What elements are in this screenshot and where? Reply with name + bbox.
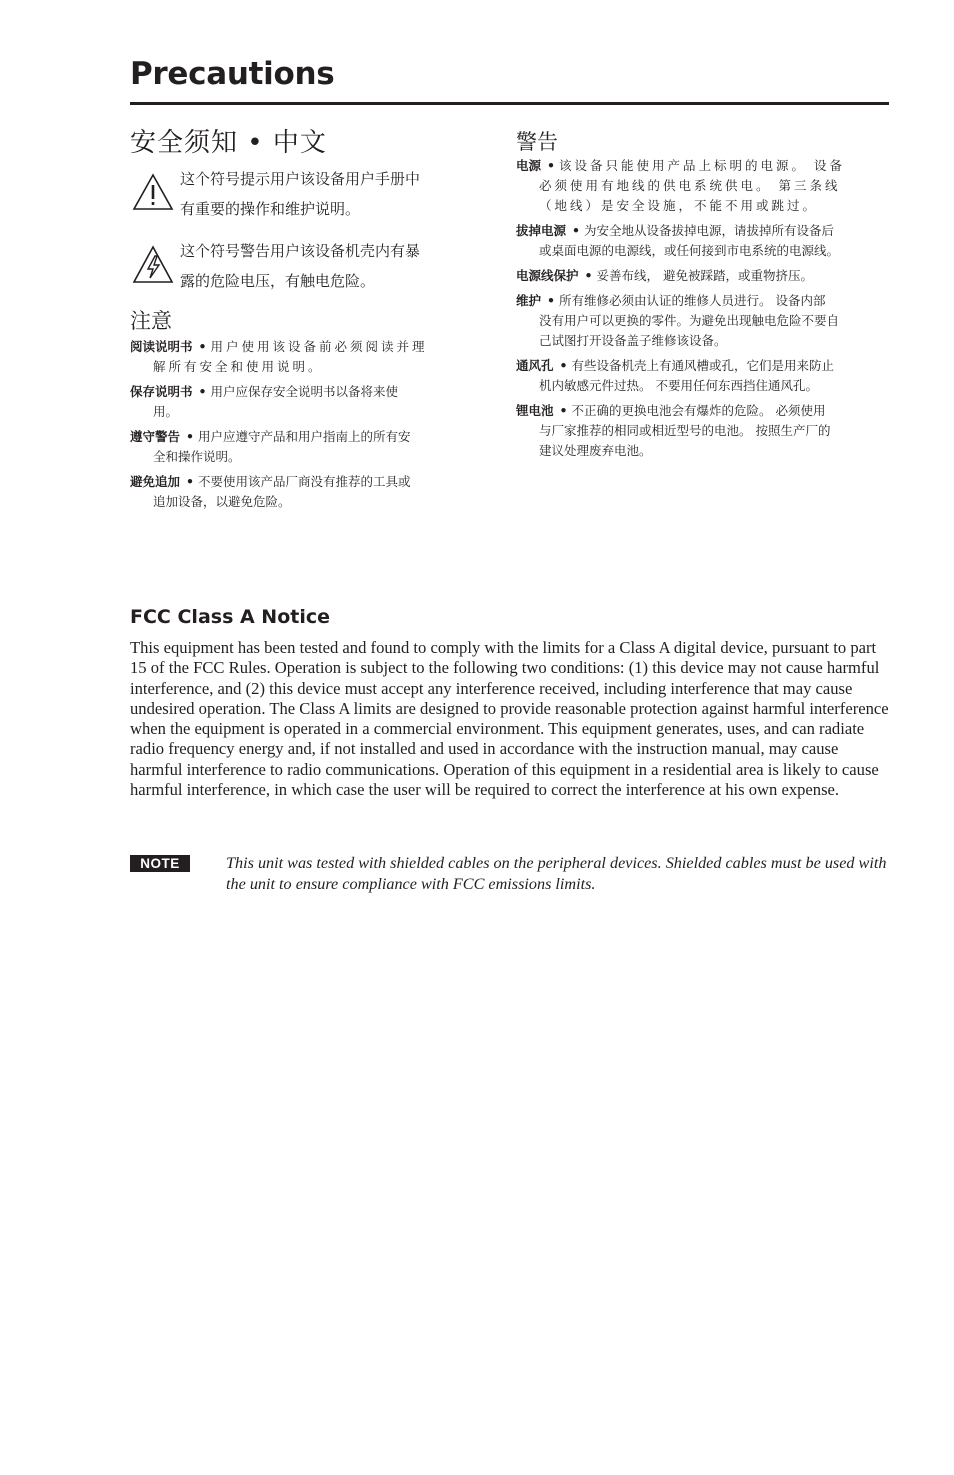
bullet: •: [547, 158, 556, 173]
caution-symbol-text-1: 这个符号提示用户该设备用户手册中: [180, 170, 421, 188]
bullet: •: [559, 403, 568, 418]
warning-item-label: 电源: [516, 158, 542, 173]
warning-item-label: 电源线保护: [516, 268, 579, 283]
caution-item-label: 阅读说明书: [130, 339, 193, 354]
warning-item-text: 所有维修必须由认证的维修人员进行。 设备内部: [559, 293, 826, 308]
bullet: •: [584, 268, 593, 283]
caution-item: [130, 427, 470, 467]
warning-item: [516, 221, 894, 261]
warning-item: [516, 401, 894, 461]
bullet: •: [186, 429, 195, 444]
safety-right-column: [516, 126, 894, 466]
bullet: •: [559, 358, 568, 373]
voltage-symbol-text-2: 露的危险电压，有触电危险。: [180, 272, 376, 290]
warning-item-text-cont: 或桌面电源的电源线，或任何接到市电系统的电源线。: [539, 243, 840, 258]
note-text: This unit was tested with shielded cables on the peripheral devices. Shielded cables must be used with the unit to ensure compliance with FCC emissions limits.: [226, 854, 887, 893]
warning-item-text-cont: 与厂家推荐的相同或相近型号的电池。 按照生产厂的: [539, 423, 831, 438]
voltage-symbol-text-1: 这个符号警告用户该设备机壳内有暴: [180, 242, 421, 260]
bullet: •: [198, 384, 207, 399]
warning-item-text: 为安全地从设备拔掉电源，请拔掉所有设备后: [584, 223, 835, 238]
voltage-symbol-row: [130, 237, 470, 297]
warning-item-text: 有些设备机壳上有通风槽或孔，它们是用来防止: [571, 358, 835, 373]
warning-heading: 警告: [516, 130, 558, 154]
caution-item: [130, 382, 470, 422]
warning-item: [516, 266, 894, 286]
caution-item: [130, 337, 470, 377]
caution-triangle-icon: [132, 173, 174, 211]
page-title: Precautions: [130, 56, 335, 92]
warning-list: [516, 156, 894, 461]
caution-item-text-cont: 用。: [153, 404, 179, 419]
safety-heading: 安全须知 • 中文: [130, 128, 327, 158]
caution-symbol-text-2: 有重要的操作和维护说明。: [180, 200, 361, 218]
caution-item-label: 保存说明书: [130, 384, 193, 399]
bullet: •: [198, 339, 207, 354]
caution-item-text-cont: 全和操作说明。: [153, 449, 241, 464]
warning-item-label: 维护: [516, 293, 542, 308]
caution-item-text: 用户应保存安全说明书以备将来使: [210, 384, 399, 399]
warning-item-text-cont: 建议处理废弃电池。: [539, 443, 652, 458]
fcc-heading: FCC Class A Notice: [130, 606, 331, 628]
warning-item-label: 通风孔: [516, 358, 554, 373]
warning-item: [516, 291, 894, 351]
warning-item-text-cont: 必须使用有地线的供电系统供电。 第三条线: [539, 178, 841, 193]
warning-item-label: 锂电池: [516, 403, 554, 418]
warning-item-text-cont: （地线）是安全设施，不能不用或跳过。: [539, 198, 819, 213]
caution-item-label: 遵守警告: [130, 429, 181, 444]
warning-item-text-cont: 己试图打开设备盖子维修该设备。: [539, 333, 727, 348]
voltage-triangle-icon: [132, 245, 174, 285]
warning-item: [516, 156, 894, 216]
warning-item-label: 拔掉电源: [516, 223, 567, 238]
warning-item-text: 妥善布线， 避免被踩踏，或重物挤压。: [596, 268, 813, 283]
warning-item: [516, 356, 894, 396]
bullet: •: [572, 223, 581, 238]
note-badge: NOTE: [130, 855, 190, 872]
bullet: •: [547, 293, 556, 308]
caution-item-text: 用户使用该设备前必须阅读并理: [210, 339, 428, 354]
caution-item-text-cont: 追加设备，以避免危险。: [153, 494, 291, 509]
warning-item-text: 该设备只能使用产品上标明的电源。 设备: [559, 158, 845, 173]
caution-item: [130, 472, 470, 512]
caution-item-text-cont: 解所有安全和使用说明。: [153, 359, 324, 374]
warning-item-text-cont: 没有用户可以更换的零件。为避免出现触电危险不要自: [539, 313, 840, 328]
caution-item-label: 避免追加: [130, 474, 181, 489]
caution-item-text: 用户应遵守产品和用户指南上的所有安: [198, 429, 411, 444]
safety-left-column: [130, 122, 470, 517]
warning-item-text-cont: 机内敏感元件过热。 不要用任何东西挡住通风孔。: [539, 378, 818, 393]
caution-item-text: 不要使用该产品厂商没有推荐的工具或: [198, 474, 411, 489]
caution-symbol-row: [130, 165, 470, 225]
bullet: •: [186, 474, 195, 489]
title-rule: [130, 102, 889, 105]
warning-item-text: 不正确的更换电池会有爆炸的危险。 必须使用: [571, 403, 826, 418]
caution-list: [130, 337, 470, 512]
caution-heading: 注意: [130, 309, 172, 333]
fcc-body: This equipment has been tested and found to comply with the limits for a Class A digital device, pursuant to part 15 of the FCC Rules. Operation is subject to the following two conditions: (1) this device may not cause harmful interference, and (2) this device must accept any interference received, including interference that may cause undesired operation. The Class A limits are designed to provide reasonable protection against harmful interference when the equipment is operated in a commercial environment. This equipment generates, uses, and can radiate radio frequency energy and, if not installed and used in accordance with the instruction manual, may cause harmful interference to radio communications. Operation of this equipment in a residential area is likely to cause harmful interference, in which case the user will be required to correct the interference at his own expense.: [130, 638, 889, 800]
